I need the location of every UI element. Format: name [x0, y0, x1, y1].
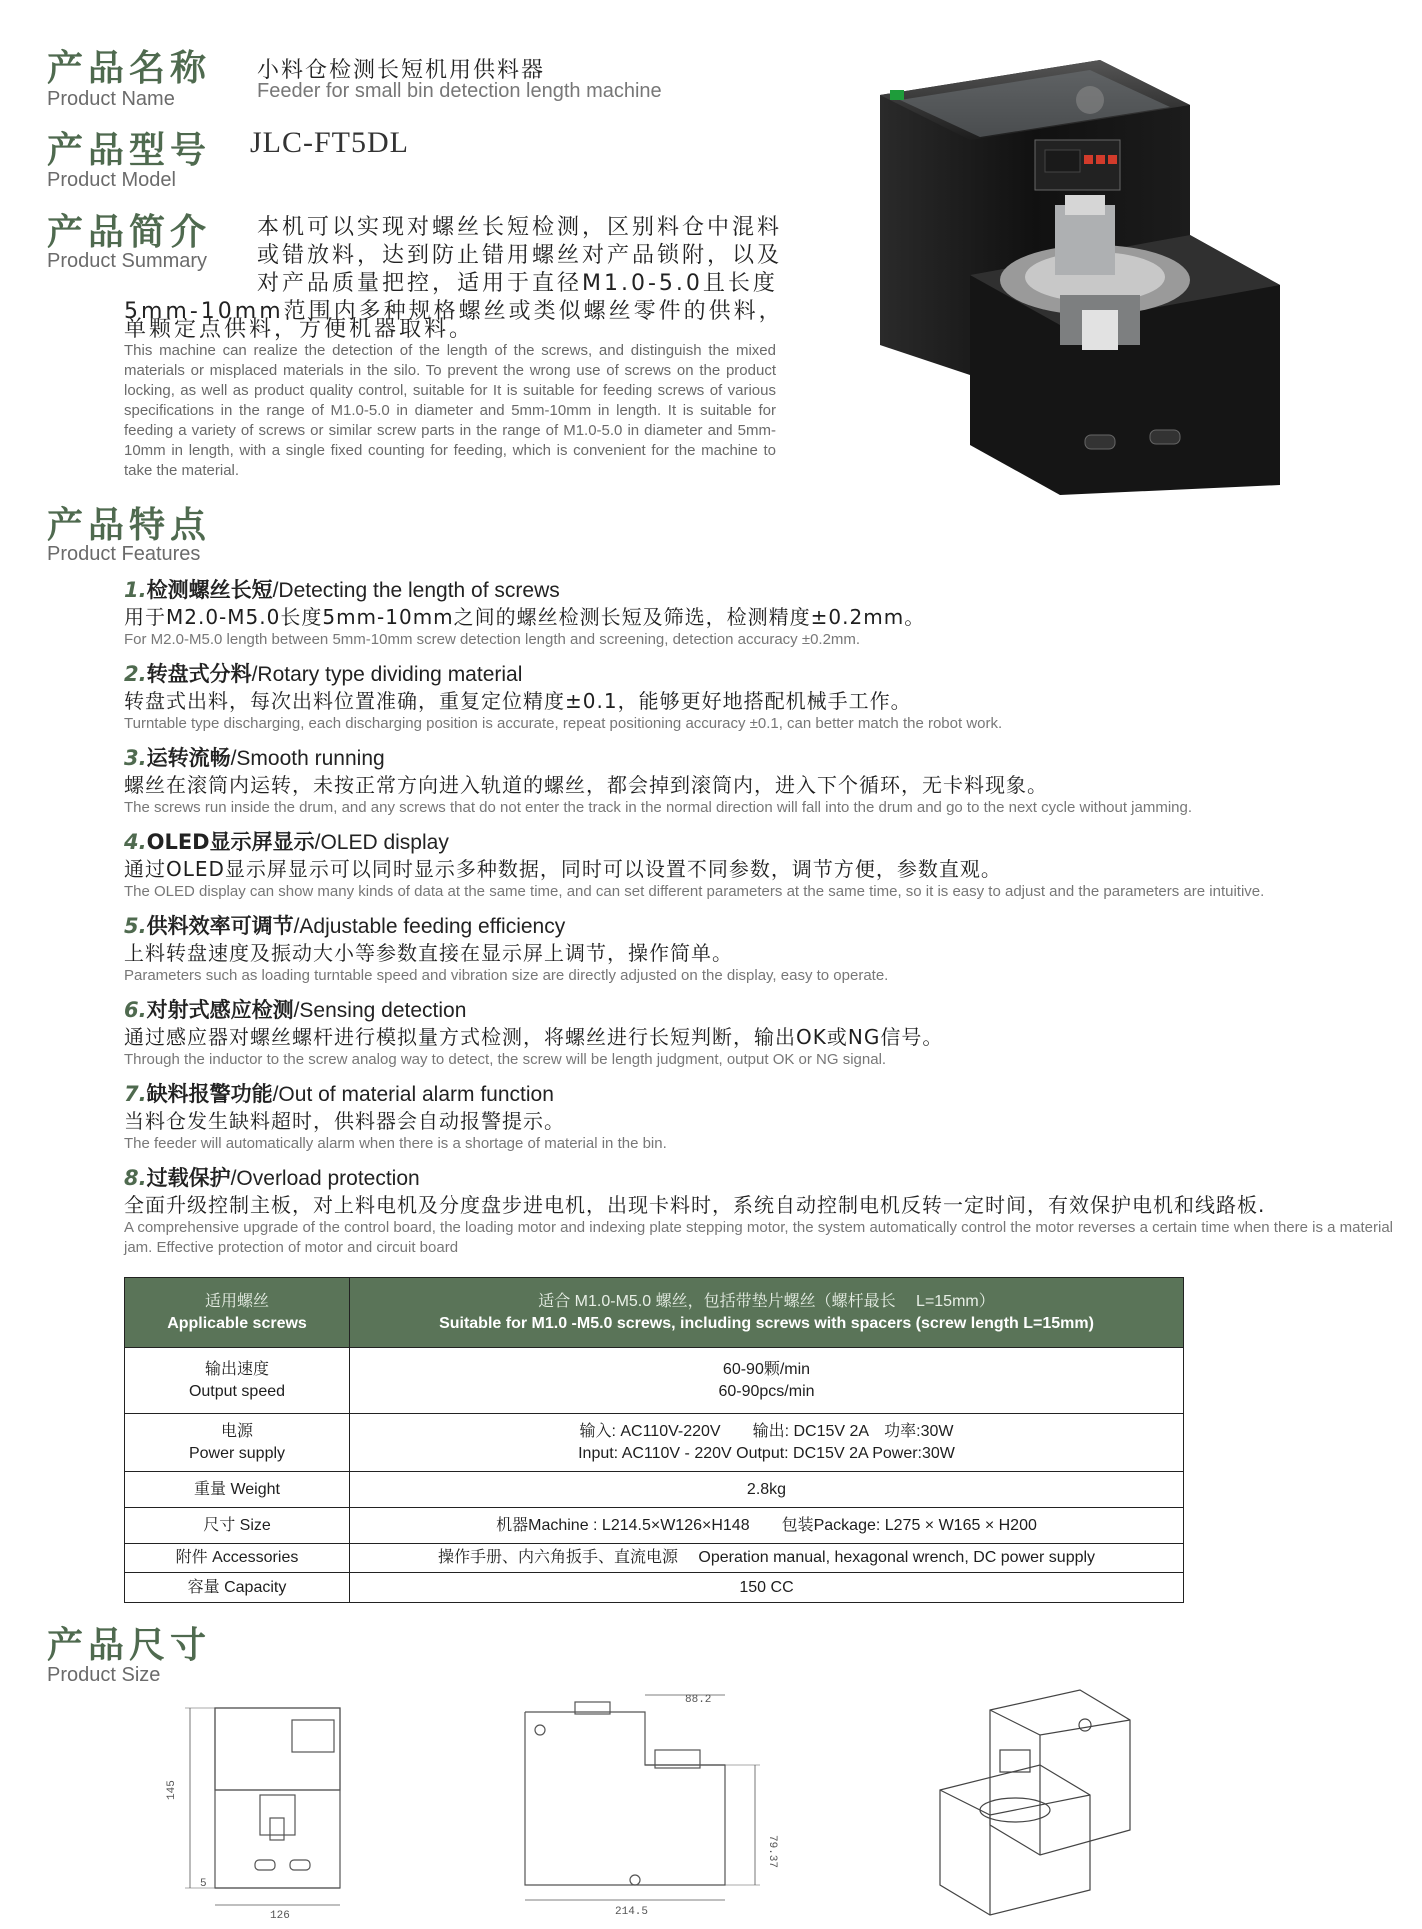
- summary-line-1: 本机可以实现对螺丝长短检测，区别料仓中混料: [257, 215, 783, 240]
- spec-label: 尺寸 Size: [125, 1508, 350, 1544]
- spec-label: 附件 Accessories: [125, 1544, 350, 1573]
- feeder-machine-image: [860, 45, 1300, 495]
- front-height-dim: 145: [166, 1780, 178, 1800]
- feature-desc-en: The OLED display can show many kinds of data at the same time, and can set different parameters at the same time, so it is easy to adjust and the parameters are intuitive.: [124, 883, 1265, 900]
- product-model-label-cn: 产品型号: [47, 129, 212, 171]
- feature-title-en: /Out of material alarm function: [272, 1083, 554, 1106]
- spec-label-cn: 适用螺丝: [204, 1292, 269, 1310]
- feature-number: 7.: [124, 1082, 147, 1106]
- spec-label: 容量 Capacity: [125, 1573, 350, 1603]
- size-label-cn: 产品尺寸: [47, 1624, 212, 1666]
- feature-desc-cn: 通过OLED显示屏显示可以同时显示多种数据，同时可以设置不同参数，调节方便，参数直观。: [124, 857, 1002, 881]
- feature-title-cn: 检测螺丝长短: [146, 578, 273, 602]
- feature-title-cn: 对射式感应检测: [146, 998, 294, 1022]
- feature-title-en: /Rotary type dividing material: [251, 663, 523, 686]
- summary-line-4: 5mm-10mm范围内多种规格螺丝或类似螺丝零件的供料，: [124, 299, 784, 324]
- feature-number: 8.: [124, 1166, 147, 1190]
- features-label-en: Product Features: [47, 543, 201, 565]
- product-name-label-en: Product Name: [47, 88, 175, 110]
- spec-label-en: Power supply: [188, 1444, 286, 1462]
- spec-value: 机器Machine : L214.5×W126×H148 包装Package: L275 × W165 × H200: [350, 1508, 1184, 1544]
- spec-value: 150 CC: [350, 1573, 1184, 1603]
- feature-desc-cn: 全面升级控制主板，对上料电机及分度盘步进电机，出现卡料时，系统自动控制电机反转一定时间，有效保护电机和线路板.: [124, 1193, 1266, 1217]
- spec-label-en: Output speed: [188, 1382, 286, 1400]
- table-row: [125, 1472, 1184, 1508]
- table-row: [125, 1348, 1184, 1414]
- product-model-value: JLC-FT5DL: [250, 126, 409, 159]
- spec-value-cn: 60-90颗/min: [722, 1360, 811, 1378]
- feature-number: 3.: [124, 746, 147, 770]
- feature-number: 2.: [124, 662, 147, 686]
- spec-value-en: 60-90pcs/min: [718, 1382, 815, 1400]
- spec-table: [124, 1277, 1184, 1603]
- summary-line-3: 对产品质量把控，适用于直径M1.0-5.0且长度: [257, 271, 778, 296]
- feature-item: [124, 745, 1414, 818]
- spec-value-en: Suitable for M1.0 -M5.0 screws, including screws with spacers (screw length L=15mm): [439, 1314, 1094, 1332]
- feature-title-cn: OLED显示屏显示: [146, 830, 315, 854]
- spec-value: 操作手册、内六角扳手、直流电源 Operation manual, hexagonal wrench, DC power supply: [350, 1544, 1184, 1573]
- feature-desc-cn: 上料转盘速度及振动大小等参数直接在显示屏上调节，操作简单。: [124, 941, 733, 965]
- table-row: [125, 1544, 1184, 1573]
- product-name-label-cn: 产品名称: [47, 47, 212, 89]
- product-summary-label-en: Product Summary: [47, 250, 208, 272]
- feature-title-en: /OLED display: [314, 831, 449, 854]
- front-view-drawing: [130, 1700, 370, 1920]
- feature-title-en: /Detecting the length of screws: [272, 579, 560, 602]
- table-row: [125, 1508, 1184, 1544]
- summary-line-2: 或错放料，达到防止错用螺丝对产品锁附，以及: [257, 243, 783, 268]
- side-width-dim: 214.5: [615, 1906, 649, 1918]
- size-label-en: Product Size: [47, 1664, 161, 1686]
- spec-value-cn: 适合 M1.0-M5.0 螺丝，包括带垫片螺丝（螺杆最长 L=15mm）: [538, 1292, 995, 1310]
- feature-title-cn: 缺料报警功能: [146, 1082, 273, 1106]
- feature-number: 6.: [124, 998, 147, 1022]
- spec-value-en: Input: AC110V - 220V Output: DC15V 2A Power:30W: [578, 1444, 955, 1462]
- feature-title-en: /Overload protection: [230, 1167, 420, 1190]
- feature-item: [124, 1165, 1414, 1258]
- table-row: [125, 1278, 1184, 1348]
- feature-title-cn: 供料效率可调节: [146, 914, 294, 938]
- spec-label-en: Applicable screws: [167, 1314, 307, 1332]
- feature-item: [124, 661, 1414, 734]
- spec-label: 重量 Weight: [125, 1472, 350, 1508]
- feature-item: [124, 577, 1414, 650]
- front-base-dim: 5: [200, 1878, 207, 1890]
- feature-desc-en: Through the inductor to the screw analog way to detect, the screw will be length judgment, output OK or NG signal.: [124, 1051, 887, 1068]
- summary-text-en: This machine can realize the detection of the length of the screws, and distinguish the mixed materials or misplaced materials in the silo. To prevent the wrong use of screws on the product locking, as well as product quality control, suitable for It is suitable for feeding screws of various specifications in the range of M1.0-5.0 in diameter and 5mm-10mm in length. It is suitable for feeding a variety of screws or similar screw parts in the range of M1.0-5.0 in diameter and 5mm-10mm in length, with a single fixed counting for feeding, which is convenient for the machine to take the material.: [124, 342, 776, 479]
- feature-desc-en: The screws run inside the drum, and any screws that do not enter the track in the normal direction will fall into the drum and go to the next cycle without jamming.: [124, 799, 1193, 816]
- feature-item: [124, 829, 1414, 902]
- feature-item: [124, 997, 1414, 1070]
- spec-value: 2.8kg: [350, 1472, 1184, 1508]
- feature-number: 5.: [124, 914, 147, 938]
- product-name-value-cn: 小料仓检测长短机用供料器: [257, 58, 546, 83]
- feature-desc-cn: 用于M2.0-M5.0长度5mm-10mm之间的螺丝检测长短及筛选，检测精度±0.2mm。: [124, 605, 926, 629]
- feature-number: 4.: [124, 830, 147, 854]
- side-right-dim: 79.37: [766, 1835, 778, 1869]
- feature-desc-cn: 通过感应器对螺丝螺杆进行模拟量方式检测，将螺丝进行长短判断，输出OK或NG信号。: [124, 1025, 944, 1049]
- spec-label-cn: 输出速度: [204, 1360, 269, 1378]
- product-summary-label-cn: 产品简介: [47, 211, 212, 253]
- feature-desc-cn: 螺丝在滚筒内运转，未按正常方向进入轨道的螺丝，都会掉到滚筒内，进入下个循环，无卡料现象。: [124, 773, 1048, 797]
- features-label-cn: 产品特点: [47, 504, 212, 546]
- feature-title-en: /Adjustable feeding efficiency: [293, 915, 566, 938]
- table-row: [125, 1414, 1184, 1472]
- feature-desc-cn: 转盘式出料，每次出料位置准确，重复定位精度±0.1，能够更好地搭配机械手工作。: [124, 689, 912, 713]
- side-top-dim: 88.2: [685, 1694, 712, 1706]
- spec-value-cn: 输入: AC110V-220V 输出: DC15V 2A 功率:30W: [579, 1422, 954, 1440]
- side-view-drawing: [505, 1690, 815, 1920]
- feature-desc-en: A comprehensive upgrade of the control board, the loading motor and indexing plate stepping motor, the system automatically control the motor reverses a certain time when there is a material jam. Effective protection of motor and circuit board: [124, 1219, 1394, 1256]
- feature-title-cn: 运转流畅: [146, 746, 231, 770]
- feature-item: [124, 913, 1414, 986]
- table-row: [125, 1573, 1184, 1603]
- spec-label-cn: 电源: [220, 1422, 253, 1440]
- feature-item: [124, 1081, 1414, 1154]
- feature-desc-en: Turntable type discharging, each discharging position is accurate, repeat positioning accuracy ±0.1, can better match the robot work.: [124, 715, 1003, 732]
- product-name-value-en: Feeder for small bin detection length machine: [257, 80, 662, 102]
- front-width-dim: 126: [270, 1910, 290, 1920]
- feature-desc-en: For M2.0-M5.0 length between 5mm-10mm screw detection length and screening, detection accuracy ±0.2mm.: [124, 631, 861, 648]
- feature-desc-en: The feeder will automatically alarm when there is a shortage of material in the bin.: [124, 1135, 667, 1152]
- feature-title-en: /Smooth running: [230, 747, 385, 770]
- summary-line-5: 单颗定点供料，方便机器取料。: [124, 317, 475, 342]
- feature-title-cn: 过载保护: [146, 1166, 231, 1190]
- isometric-view-drawing: [930, 1680, 1150, 1920]
- feature-title-cn: 转盘式分料: [146, 662, 252, 686]
- feature-desc-en: Parameters such as loading turntable speed and vibration size are directly adjusted on the display, easy to operate.: [124, 967, 889, 984]
- feature-title-en: /Sensing detection: [293, 999, 467, 1022]
- feature-desc-cn: 当料仓发生缺料超时，供料器会自动报警提示。: [124, 1109, 565, 1133]
- product-model-label-en: Product Model: [47, 169, 176, 191]
- feature-number: 1.: [124, 578, 147, 602]
